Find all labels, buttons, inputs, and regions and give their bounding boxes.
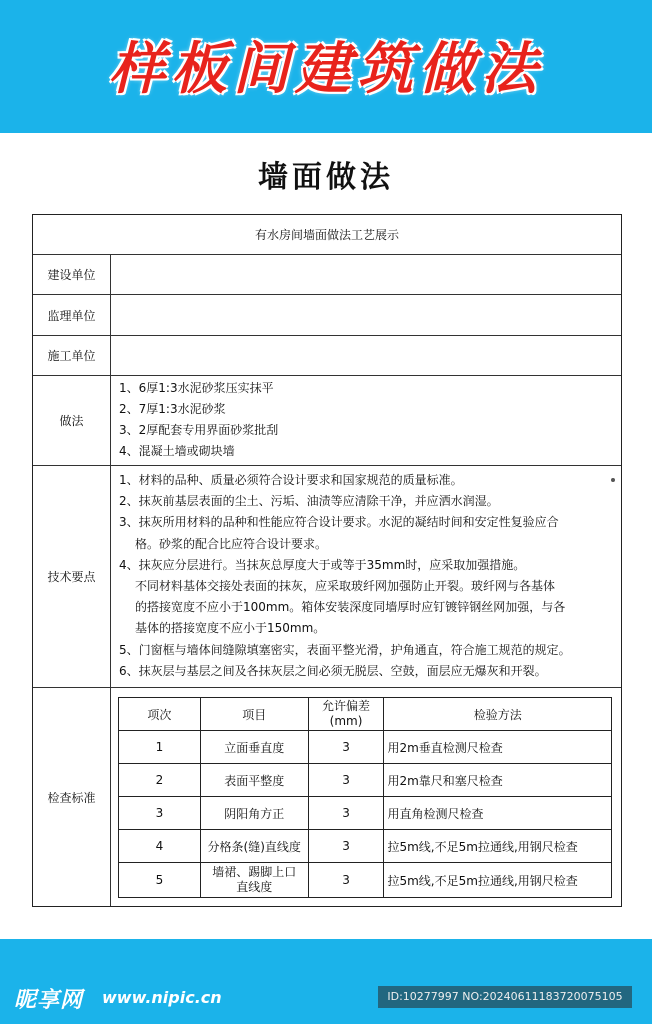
watermark-logo: 昵享网 <box>14 988 84 1013</box>
row-value <box>111 255 621 294</box>
row-label: 监理单位 <box>33 295 111 335</box>
method-content <box>111 376 621 465</box>
tech-line: 基体的搭接宽度不应小于150mm。 <box>135 621 326 636</box>
tech-line: 的搭接宽度不应小于100mm。箱体安装深度同墙厚时应钉镀锌钢丝网加强，与各 <box>135 600 566 615</box>
inspection-row-item <box>119 764 612 797</box>
cell-item <box>200 863 308 898</box>
header-index: 项次 <box>119 698 201 731</box>
cell-tolerance: 3 <box>308 764 384 797</box>
cell-tolerance: 3 <box>308 863 384 898</box>
tech-row <box>33 466 621 688</box>
method-item: 2、7厚1:3水泥砂浆 <box>119 402 226 416</box>
header-method: 检验方法 <box>384 698 612 731</box>
table-row <box>33 255 621 295</box>
cell-tolerance: 3 <box>308 830 384 863</box>
tech-line: 不同材料基体交接处表面的抹灰，应采取玻纤网加强防止开裂。玻纤网与各基体 <box>135 579 556 594</box>
cell-method: 用2m靠尺和塞尺检查 <box>384 764 612 797</box>
row-value <box>111 336 621 375</box>
inspection-row-item <box>119 863 612 898</box>
watermark-id: ID:10277997 NO:20240611183720075105 <box>378 986 632 1008</box>
cell-method: 用直角检测尺检查 <box>384 797 612 830</box>
header-tolerance-line2: (mm) <box>329 714 363 728</box>
bottom-banner <box>0 939 652 1024</box>
method-label: 做法 <box>33 376 111 465</box>
row-label: 施工单位 <box>33 336 111 375</box>
cell-method: 拉5m线,不足5m拉通线,用钢尺检查 <box>384 830 612 863</box>
tech-line: 5、门窗框与墙体间缝隙填塞密实，表面平整光滑，护角通直，符合施工规范的规定。 <box>119 642 571 657</box>
method-item: 1、6厚1:3水泥砂浆压实抹平 <box>119 381 274 395</box>
tech-line: 6、抹灰层与基层之间及各抹灰层之间必须无脱层、空鼓，面层应无爆灰和开裂。 <box>119 663 547 678</box>
inspection-row-item <box>119 731 612 764</box>
method-row <box>33 376 621 466</box>
method-item: 4、混凝土墙或砌块墙 <box>119 444 235 458</box>
header-tolerance-line1: 允许偏差 <box>322 699 371 713</box>
inspection-row-item <box>119 830 612 863</box>
cell-item-line1: 墙裙、踢脚上口 <box>212 865 297 879</box>
banner-title: 样板间建筑做法 <box>109 36 543 102</box>
method-item: 3、2厚配套专用界面砂浆批刮 <box>119 423 279 437</box>
row-value <box>111 295 621 335</box>
cell-index: 3 <box>119 797 201 830</box>
tech-line: 3、抹灰所用材料的品种和性能应符合设计要求。水泥的凝结时间和安定性复验应合 <box>119 515 559 530</box>
tech-line: 格。砂浆的配合比应符合设计要求。 <box>135 536 328 551</box>
inspection-label: 检查标准 <box>33 688 111 906</box>
inspection-content <box>111 688 621 906</box>
inspection-row <box>33 688 621 906</box>
cell-tolerance: 3 <box>308 731 384 764</box>
cell-index: 5 <box>119 863 201 898</box>
inspection-row-item <box>119 797 612 830</box>
tech-line: 4、抹灰应分层进行。当抹灰总厚度大于或等于35mm时，应采取加强措施。 <box>119 557 526 572</box>
cell-method: 用2m垂直检测尺检查 <box>384 731 612 764</box>
cell-index: 2 <box>119 764 201 797</box>
table-row <box>33 295 621 336</box>
spec-table <box>32 214 622 907</box>
table-caption: 有水房间墙面做法工艺展示 <box>254 228 399 242</box>
cell-method: 拉5m线,不足5m拉通线,用钢尺检查 <box>384 863 612 898</box>
row-label: 建设单位 <box>33 255 111 294</box>
cell-item: 分格条(缝)直线度 <box>200 830 308 863</box>
header-item: 项目 <box>200 698 308 731</box>
tech-line: 2、抹灰前基层表面的尘土、污垢、油渍等应清除干净，并应洒水润湿。 <box>119 494 499 509</box>
tech-line: 1、材料的品种、质量必须符合设计要求和国家规范的质量标准。 <box>119 473 463 487</box>
inspection-table <box>118 697 612 898</box>
cell-index: 1 <box>119 731 201 764</box>
cell-item: 表面平整度 <box>200 764 308 797</box>
inspection-header-row <box>119 698 612 731</box>
cell-item: 阴阳角方正 <box>200 797 308 830</box>
tech-label: 技术要点 <box>33 466 111 687</box>
watermark-url: www.nipic.cn <box>102 988 222 1007</box>
caption-row <box>33 215 621 255</box>
section-title: 墙面做法 <box>258 160 394 195</box>
cell-tolerance: 3 <box>308 797 384 830</box>
table-row <box>33 336 621 376</box>
tech-content <box>111 466 621 687</box>
cell-item-line2: 直线度 <box>236 880 273 894</box>
header-tolerance <box>308 698 384 731</box>
cell-item: 立面垂直度 <box>200 731 308 764</box>
cell-index: 4 <box>119 830 201 863</box>
